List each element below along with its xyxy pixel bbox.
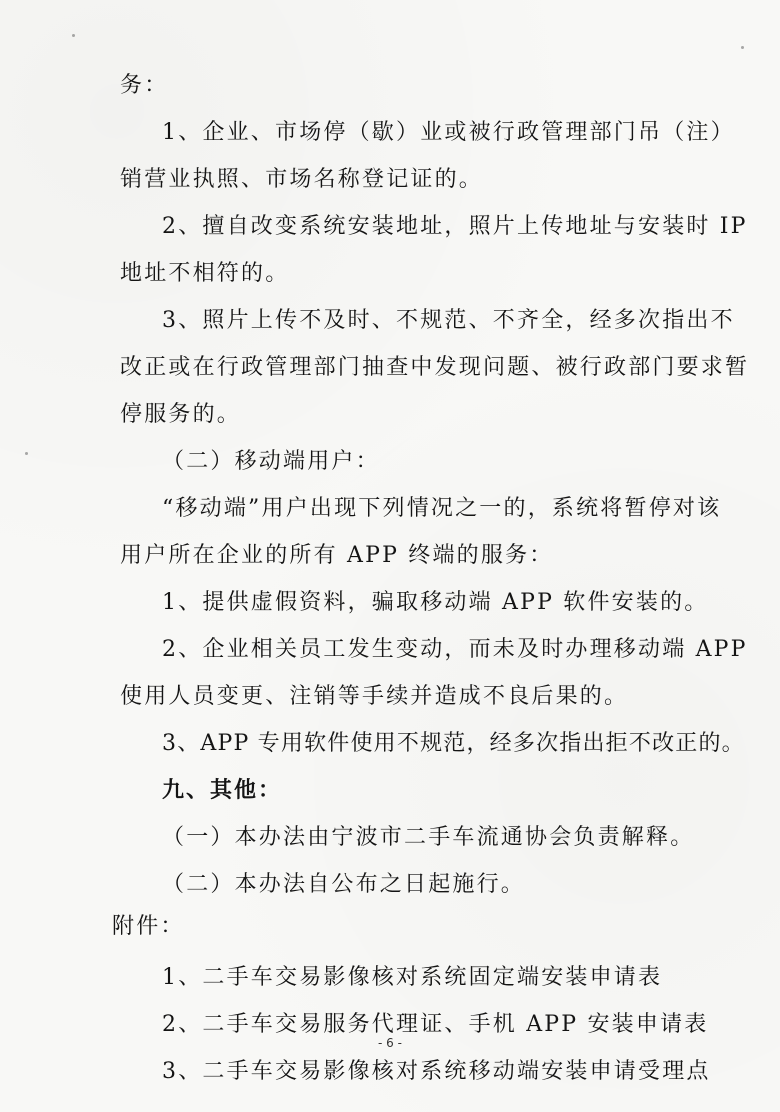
text-line-7: 改正或在行政管理部门抽查中发现问题、被行政部门要求暂 bbox=[120, 355, 750, 380]
text-line-5: 地址不相符的。 bbox=[120, 261, 290, 286]
text-line-6: 3、照片上传不及时、不规范、不齐全，经多次指出不 bbox=[162, 308, 735, 333]
text-line-15: 3、APP 专用软件使用不规范，经多次指出拒不改正的。 bbox=[162, 731, 745, 756]
text-line-3: 销营业执照、市场名称登记证的。 bbox=[120, 167, 484, 192]
text-line-17: （一）本办法由宁波市二手车流通协会负责解释。 bbox=[162, 825, 695, 850]
text-line-14: 使用人员变更、注销等手续并造成不良后果的。 bbox=[120, 684, 629, 709]
scan-speck bbox=[25, 452, 28, 455]
section-heading-other: 九、其他： bbox=[162, 778, 283, 803]
page-number: - 6 - bbox=[378, 1036, 402, 1050]
text-line-18: （二）本办法自公布之日起施行。 bbox=[162, 872, 526, 897]
text-line-12: 1、提供虚假资料，骗取移动端 APP 软件安装的。 bbox=[162, 590, 709, 615]
attachments-label: 附件： bbox=[112, 914, 185, 939]
text-line-8: 停服务的。 bbox=[120, 402, 242, 427]
scan-speck bbox=[72, 34, 75, 37]
text-line-11: 用户所在企业的所有 APP 终端的服务： bbox=[120, 543, 554, 568]
text-line-2: 1、企业、市场停（歇）业或被行政管理部门吊（注） bbox=[162, 120, 735, 145]
text-line-1: 务： bbox=[120, 73, 169, 98]
attachment-item-2: 2、二手车交易服务代理证、手机 APP 安装申请表 bbox=[162, 1012, 709, 1037]
attachment-item-3: 3、二手车交易影像核对系统移动端安装申请受理点 bbox=[162, 1059, 711, 1084]
text-line-13: 2、企业相关员工发生变动，而未及时办理移动端 APP bbox=[162, 637, 748, 662]
attachment-item-1: 1、二手车交易影像核对系统固定端安装申请表 bbox=[162, 965, 663, 990]
scan-speck bbox=[741, 46, 744, 49]
text-line-9: （二）移动端用户： bbox=[162, 449, 380, 474]
text-line-4: 2、擅自改变系统安装地址，照片上传地址与安装时 IP bbox=[162, 214, 748, 239]
text-line-10: “移动端”用户出现下列情况之一的，系统将暂停对该 bbox=[162, 496, 722, 521]
